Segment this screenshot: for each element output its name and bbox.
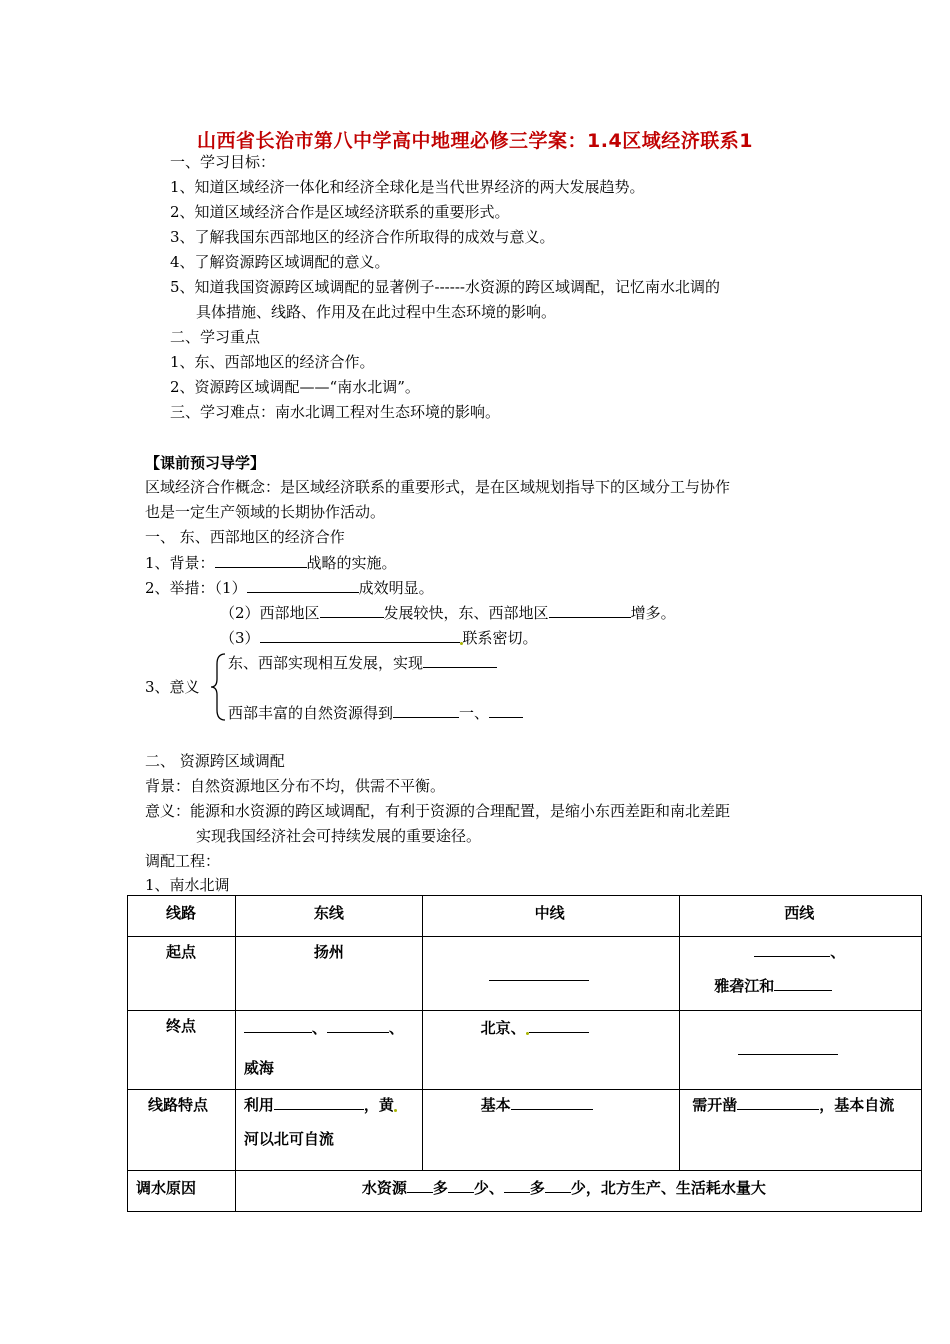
row-label-cell bbox=[128, 1090, 236, 1171]
fill-blank[interactable] bbox=[737, 1094, 819, 1110]
east-end-line1 bbox=[244, 1017, 404, 1038]
west-feature-line bbox=[692, 1094, 894, 1115]
east-start: 扬州 bbox=[313, 943, 344, 961]
goal-item: 1、知道区域经济一体化和经济全球化是当代世界经济的两大发展趋势。 bbox=[170, 178, 645, 196]
table-cell bbox=[235, 1011, 422, 1090]
background2-line: 背景：自然资源地区分布不均，供需不平衡。 bbox=[145, 777, 446, 795]
measures-line-1 bbox=[145, 577, 434, 598]
table-row-header bbox=[128, 896, 922, 937]
fill-blank[interactable] bbox=[423, 652, 497, 668]
reason-text: 水资源 bbox=[361, 1179, 407, 1197]
table-cell bbox=[422, 1090, 680, 1171]
reason-text: 少，北方生产、生活耗水量大 bbox=[570, 1179, 766, 1197]
fill-blank[interactable] bbox=[738, 1039, 838, 1055]
fill-blank[interactable] bbox=[244, 1017, 312, 1033]
measures-3-text: 联系密切。 bbox=[462, 629, 538, 647]
left-brace-icon bbox=[210, 652, 228, 722]
fill-blank[interactable] bbox=[274, 1094, 364, 1110]
meaning-label: 3、意义 bbox=[145, 678, 200, 696]
table-cell bbox=[235, 937, 422, 1011]
background-label: 1、背景： bbox=[145, 554, 215, 572]
south-north-water-table bbox=[127, 895, 922, 1212]
measures-3-text: （3） bbox=[220, 629, 260, 647]
measures-1-suffix: 成效明显。 bbox=[358, 579, 434, 597]
header-east: 东线 bbox=[313, 904, 344, 922]
table-cell bbox=[422, 1011, 680, 1090]
table-cell bbox=[235, 1171, 921, 1212]
row-label-cell bbox=[128, 1171, 236, 1212]
fill-blank[interactable] bbox=[327, 1017, 389, 1033]
east-end-last: 威海 bbox=[243, 1059, 274, 1077]
reason-text: 多 bbox=[432, 1179, 448, 1197]
fill-blank[interactable] bbox=[489, 702, 523, 718]
fill-blank[interactable] bbox=[529, 1017, 589, 1033]
table-cell bbox=[235, 1090, 422, 1171]
fill-blank[interactable] bbox=[260, 627, 460, 643]
table-row bbox=[128, 1011, 922, 1090]
goal-item: 2、知道区域经济合作是区域经济联系的重要形式。 bbox=[170, 203, 510, 221]
fill-blank[interactable] bbox=[511, 1094, 593, 1110]
separator: 、 bbox=[388, 1019, 404, 1037]
separator: 、 bbox=[311, 1019, 327, 1037]
preview-heading: 【课前预习导学】 bbox=[145, 454, 266, 472]
page-title: 山西省长治市第八中学高中地理必修三学案：1.4区域经济联系1 bbox=[197, 130, 753, 152]
key-point-item: 2、资源跨区域调配——“南水北调”。 bbox=[170, 378, 420, 396]
meaning-line-1 bbox=[228, 652, 497, 673]
measures-label: 2、举措：（1） bbox=[145, 579, 247, 597]
table-cell bbox=[680, 937, 922, 1011]
west-start-line2 bbox=[714, 975, 832, 996]
project-1-label: 1、南水北调 bbox=[145, 876, 230, 894]
fill-blank[interactable] bbox=[504, 1177, 530, 1193]
west-start-prefix: 雅砻江和 bbox=[714, 977, 775, 995]
meaning-2-text: 一、 bbox=[459, 704, 490, 722]
goal-item: 3、了解我国东西部地区的经济合作所取得的成效与意义。 bbox=[170, 228, 555, 246]
goals-heading: 一、学习目标： bbox=[170, 153, 276, 171]
fill-blank[interactable] bbox=[448, 1177, 474, 1193]
table-cell bbox=[422, 937, 680, 1011]
measures-line-2 bbox=[220, 602, 676, 623]
west-feature-suffix: ，基本自流 bbox=[819, 1096, 895, 1114]
meaning-line-2 bbox=[228, 702, 523, 723]
background-suffix: 战略的实施。 bbox=[306, 554, 397, 572]
table-row bbox=[128, 937, 922, 1011]
meaning-2-text: 西部丰富的自然资源得到 bbox=[228, 704, 394, 722]
dot-mark bbox=[394, 1109, 397, 1112]
middle-feature-prefix: 基本 bbox=[480, 1096, 511, 1114]
fill-blank[interactable] bbox=[774, 975, 832, 991]
west-feature-prefix: 需开凿 bbox=[692, 1096, 738, 1114]
fill-blank[interactable] bbox=[247, 577, 359, 593]
separator: 、 bbox=[830, 943, 846, 961]
middle-start-blank[interactable] bbox=[489, 965, 589, 985]
measures-line-3 bbox=[220, 627, 538, 648]
header-middle: 中线 bbox=[534, 904, 565, 922]
west-start-line1 bbox=[754, 941, 845, 962]
measures-2-text: 发展较快，东、西部地区 bbox=[383, 604, 549, 622]
header-west: 西线 bbox=[784, 904, 815, 922]
part2-heading: 二、 资源跨区域调配 bbox=[145, 752, 285, 770]
significance-line: 意义：能源和水资源的跨区域调配，有利于资源的合理配置，是缩小东西差距和南北差距 bbox=[145, 802, 731, 820]
header-cell bbox=[235, 896, 422, 937]
row-label-cell bbox=[128, 1011, 236, 1090]
middle-feature-line bbox=[481, 1094, 593, 1115]
middle-end-line bbox=[481, 1017, 589, 1038]
goal-item-continued: 具体措施、线路、作用及在此过程中生态环境的影响。 bbox=[196, 303, 557, 321]
east-feature-line1 bbox=[244, 1094, 397, 1115]
header-route: 线路 bbox=[166, 904, 197, 922]
reason-text: 多 bbox=[529, 1179, 545, 1197]
fill-blank[interactable] bbox=[549, 602, 631, 618]
west-end-blank[interactable] bbox=[738, 1039, 838, 1059]
reason-text: 少、 bbox=[473, 1179, 504, 1197]
row-label-feature: 线路特点 bbox=[148, 1096, 209, 1114]
meaning-1-text: 东、西部实现相互发展，实现 bbox=[228, 654, 424, 672]
table-cell bbox=[680, 1011, 922, 1090]
row-label-start: 起点 bbox=[166, 943, 197, 961]
fill-blank[interactable] bbox=[320, 602, 384, 618]
concept-line: 区域经济合作概念：是区域经济联系的重要形式，是在区域规划指导下的区域分工与协作 bbox=[145, 478, 731, 496]
row-label-reason: 调水原因 bbox=[136, 1179, 197, 1197]
fill-blank[interactable] bbox=[215, 552, 307, 568]
east-feature-prefix: 利用 bbox=[243, 1096, 274, 1114]
table-row bbox=[128, 1090, 922, 1171]
fill-blank[interactable] bbox=[545, 1177, 571, 1193]
background-line bbox=[145, 552, 397, 573]
measures-2-text: （2）西部地区 bbox=[220, 604, 320, 622]
goal-item: 4、了解资源跨区域调配的意义。 bbox=[170, 253, 390, 271]
fill-blank[interactable] bbox=[754, 941, 830, 957]
difficulty-line: 三、学习难点：南水北调工程对生态环境的影响。 bbox=[170, 403, 501, 421]
east-feature-line2: 河以北可自流 bbox=[243, 1130, 334, 1148]
header-cell bbox=[680, 896, 922, 937]
key-points-heading: 二、学习重点 bbox=[170, 328, 261, 346]
measures-2-text: 增多。 bbox=[630, 604, 676, 622]
table-cell bbox=[680, 1090, 922, 1171]
reason-line bbox=[362, 1177, 766, 1198]
table-row bbox=[128, 1171, 922, 1212]
row-label-end: 终点 bbox=[166, 1017, 197, 1035]
header-cell bbox=[422, 896, 680, 937]
key-point-item: 1、东、西部地区的经济合作。 bbox=[170, 353, 375, 371]
east-feature-mid: ，黄 bbox=[363, 1096, 394, 1114]
part1-heading: 一、 东、西部地区的经济合作 bbox=[145, 528, 345, 546]
fill-blank[interactable] bbox=[489, 965, 589, 981]
project-label: 调配工程： bbox=[145, 852, 221, 870]
fill-blank[interactable] bbox=[407, 1177, 433, 1193]
middle-end-prefix: 北京、 bbox=[480, 1019, 526, 1037]
concept-line: 也是一定生产领域的长期协作活动。 bbox=[145, 503, 386, 521]
fill-blank[interactable] bbox=[393, 702, 459, 718]
row-label-cell bbox=[128, 937, 236, 1011]
significance-line-continued: 实现我国经济社会可持续发展的重要途径。 bbox=[196, 827, 482, 845]
goal-item: 5、知道我国资源跨区域调配的显著例子------水资源的跨区域调配，记忆南水北调的 bbox=[170, 278, 720, 296]
header-cell bbox=[128, 896, 236, 937]
